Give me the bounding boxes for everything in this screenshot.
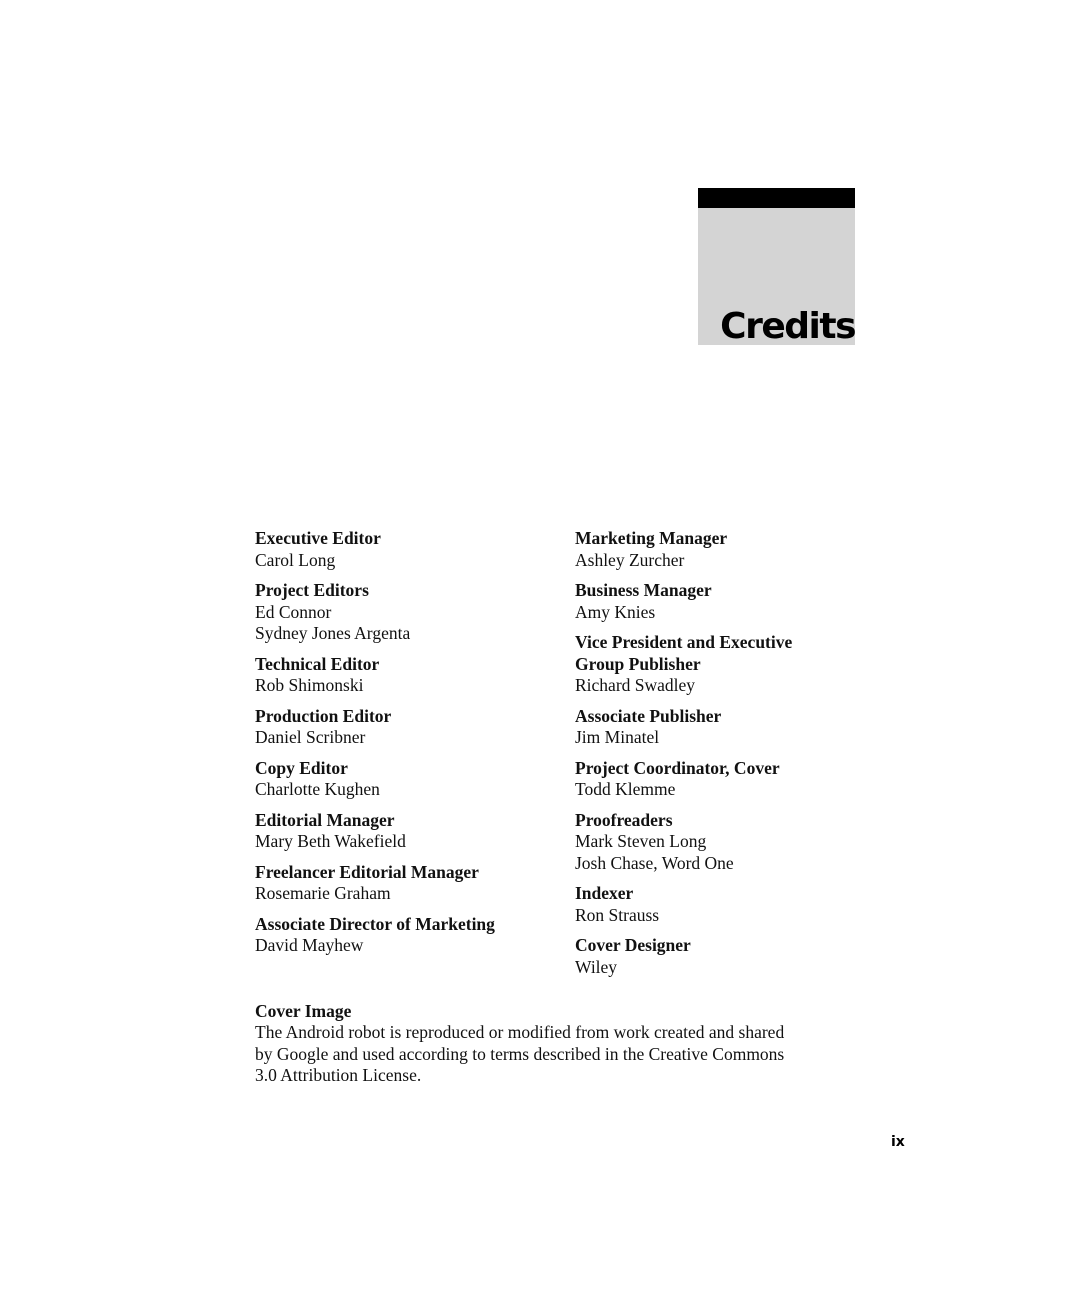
cover-image-line: The Android robot is reproduced or modified from work created and shared xyxy=(255,1022,785,1042)
credit-name: Ed Connor xyxy=(255,601,332,622)
credit-name: Rob Shimonski xyxy=(255,675,364,695)
credit-name: Richard Swadley xyxy=(575,675,696,695)
credit-entry xyxy=(255,758,565,801)
credit-role: Editorial Manager xyxy=(255,809,395,830)
credit-role: Production Editor xyxy=(255,705,392,726)
credit-role: Project Coordinator, Cover xyxy=(575,757,780,778)
credit-role: Technical Editor xyxy=(255,653,380,674)
credit-name: Ron Strauss xyxy=(575,904,660,925)
credit-name: David Mayhew xyxy=(255,935,364,955)
credit-name: Amy Knies xyxy=(575,601,656,622)
cover-image-line: 3.0 Attribution License. xyxy=(255,1065,422,1086)
credit-role: Associate Director of Marketing xyxy=(255,913,495,934)
credit-role-line-2: Group Publisher xyxy=(575,653,701,674)
credit-name: Mary Beth Wakefield xyxy=(255,831,406,851)
credit-name: Josh Chase, Word One xyxy=(575,852,734,873)
credit-entry xyxy=(575,528,875,571)
credit-role: Proofreaders xyxy=(575,809,673,830)
credits-right-column xyxy=(575,528,875,987)
credit-name: Jim Minatel xyxy=(575,727,660,747)
credit-name: Todd Klemme xyxy=(575,779,676,799)
page-number: ix xyxy=(891,1134,905,1150)
cover-image-line: by Google and used according to terms described in the Creative Commons xyxy=(255,1043,785,1064)
credit-role: Cover Designer xyxy=(575,935,691,955)
credit-entry xyxy=(255,810,565,853)
credit-name: Mark Steven Long xyxy=(575,831,707,851)
credit-role: Associate Publisher xyxy=(575,705,722,726)
credit-role: Business Manager xyxy=(575,580,712,600)
credit-entry xyxy=(255,914,565,957)
credit-entry xyxy=(575,883,875,926)
credit-name: Charlotte Kughen xyxy=(255,779,380,799)
credit-name: Daniel Scribner xyxy=(255,727,366,747)
credit-role-line-1: Vice President and Executive xyxy=(575,632,793,652)
credit-name: Rosemarie Graham xyxy=(255,883,391,903)
credit-name: Ashley Zurcher xyxy=(575,549,685,570)
title-box xyxy=(698,208,855,345)
credit-role: Freelancer Editorial Manager xyxy=(255,861,479,882)
credit-entry xyxy=(575,580,875,623)
credit-role: Marketing Manager xyxy=(575,528,728,548)
title-bar xyxy=(698,188,855,208)
credit-role: Cover Image xyxy=(255,1001,352,1021)
credit-entry xyxy=(255,528,565,571)
credit-role: Project Editors xyxy=(255,580,369,600)
credit-entry xyxy=(575,810,875,875)
credit-entry xyxy=(255,862,565,905)
page-title: Credits xyxy=(720,306,855,347)
cover-image-credit xyxy=(255,1000,855,1087)
credit-role: Indexer xyxy=(575,883,634,903)
credit-name: Wiley xyxy=(575,956,618,977)
credit-entry xyxy=(255,706,565,749)
credit-entry xyxy=(255,654,565,697)
chapter-title-block xyxy=(698,188,855,345)
credit-entry xyxy=(575,935,875,978)
credit-role: Executive Editor xyxy=(255,528,381,548)
credit-entry xyxy=(575,758,875,801)
credit-role: Copy Editor xyxy=(255,757,348,778)
credit-entry xyxy=(575,632,875,697)
credit-entry xyxy=(575,706,875,749)
credit-name: Sydney Jones Argenta xyxy=(255,623,411,643)
cover-image-text xyxy=(255,1022,855,1087)
credit-name: Carol Long xyxy=(255,549,336,570)
credits-left-column xyxy=(255,528,565,966)
credit-entry xyxy=(255,580,565,645)
